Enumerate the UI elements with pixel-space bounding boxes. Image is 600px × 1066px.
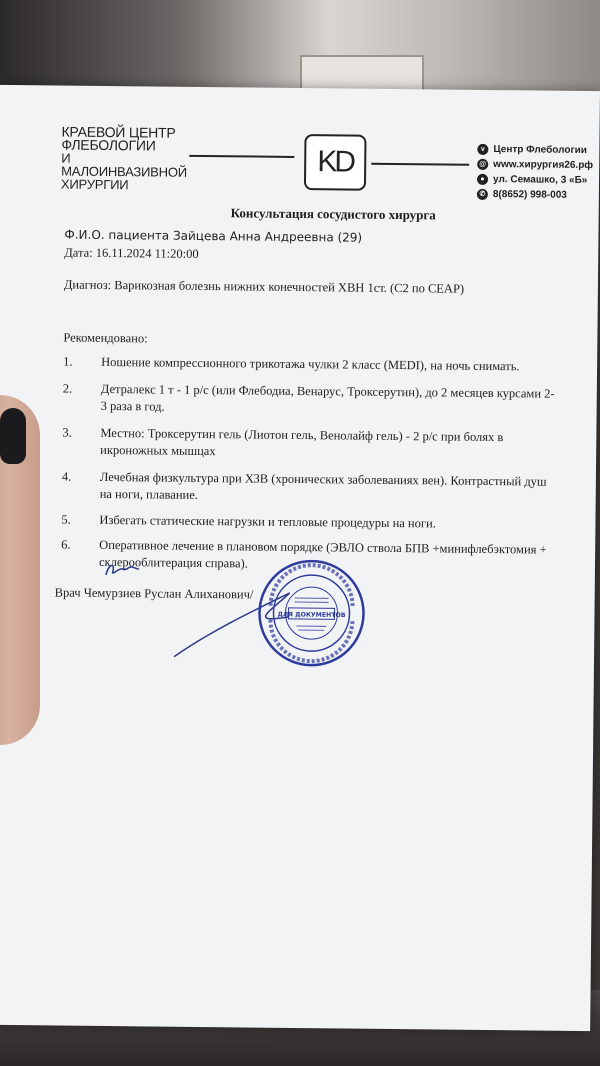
recommendation-text: Лечебная физкультура при ХЗВ (хронических заболеваниях вен). Контрастный душ на ноги, плавание. xyxy=(99,469,547,502)
clinic-name-line: И МАЛОИНВАЗИВНОЙ xyxy=(61,150,188,180)
vk-icon: v xyxy=(477,144,488,155)
recommendation-number: 3. xyxy=(62,425,72,440)
contact-text: www.хирургия26.рф xyxy=(493,159,594,172)
contact-text: 8(8652) 998-003 xyxy=(492,189,567,201)
header-rule-right xyxy=(371,163,469,166)
contact-website xyxy=(477,157,600,173)
recommendation-text: Детралекс 1 т - 1 р/с (или Флебодиа, Венарус, Троксерутин), до 2 месяцев курсами 2- 3 раза в год. xyxy=(100,381,555,414)
patient-name: Ф.И.О. пациента Зайцева Анна Андреевна (29) xyxy=(64,227,363,245)
recommendation-item xyxy=(63,381,563,420)
recommendation-number: 6. xyxy=(61,537,71,552)
recommendation-text: Ношение компрессионного трикотажа чулки 2 класс (MEDI), на ночь снимать. xyxy=(101,354,520,374)
clinic-name xyxy=(60,123,192,193)
document-title: Консультация сосудистого хирурга xyxy=(230,205,436,223)
contact-vk xyxy=(477,142,600,158)
phone-icon: ✆ xyxy=(477,189,488,200)
official-stamp xyxy=(256,558,367,669)
contact-phone xyxy=(477,187,600,203)
contact-text: ул. Семашко, 3 «Б» xyxy=(492,174,588,187)
recommendation-text: Оперативное лечение в плановом порядке (ЭВЛО ствола БПВ +минифлебэктомия + склерооблитерация справа). xyxy=(98,537,547,571)
stamp-label: ДЛЯ ДОКУМЕНТОВ xyxy=(277,611,346,620)
document-sheet xyxy=(0,85,600,1031)
recommendation-number: 2. xyxy=(62,381,73,396)
handwritten-signature xyxy=(103,561,143,581)
recommendation-number: 5. xyxy=(61,512,71,527)
location-pin-icon: ● xyxy=(477,174,488,185)
recommendation-item xyxy=(63,354,563,376)
recommendation-item xyxy=(62,425,562,464)
fingernail xyxy=(0,408,26,464)
consult-date: Дата: 16.11.2024 11:20:00 xyxy=(64,245,199,261)
contact-address xyxy=(477,172,600,188)
clinic-name-line: ХИРУРГИИ xyxy=(60,176,129,193)
doctor-name: Врач Чемурзиев Руслан Алиханович/ xyxy=(54,585,254,602)
clinic-name-line: КРАЕВОЙ ЦЕНТР xyxy=(61,123,176,141)
clinic-logo: KD xyxy=(304,134,367,191)
recommendation-number: 4. xyxy=(61,469,72,484)
contact-text: Центр Флебологии xyxy=(493,144,587,157)
recommendation-item xyxy=(62,469,562,508)
recommended-label: Рекомендовано: xyxy=(63,330,148,346)
clinic-name-line: ФЛЕБОЛОГИИ xyxy=(61,136,156,154)
header-rule-left xyxy=(189,155,294,158)
recommendation-text: Избегать статические нагрузки и тепловые процедуры на ноги. xyxy=(99,512,436,531)
recommendation-text: Местно: Троксерутин гель (Лиотон гель, Венолайф гель) - 2 р/с при болях в икроножных мышцах xyxy=(100,425,504,459)
recommendation-item xyxy=(61,512,561,534)
diagnosis: Диагноз: Варикозная болезнь нижних конечностей ХВН 1ст. (С2 по СЕАР) xyxy=(63,277,465,296)
web-icon: @ xyxy=(477,159,488,170)
recommendation-number: 1. xyxy=(63,354,73,369)
clinic-contacts xyxy=(477,142,600,203)
